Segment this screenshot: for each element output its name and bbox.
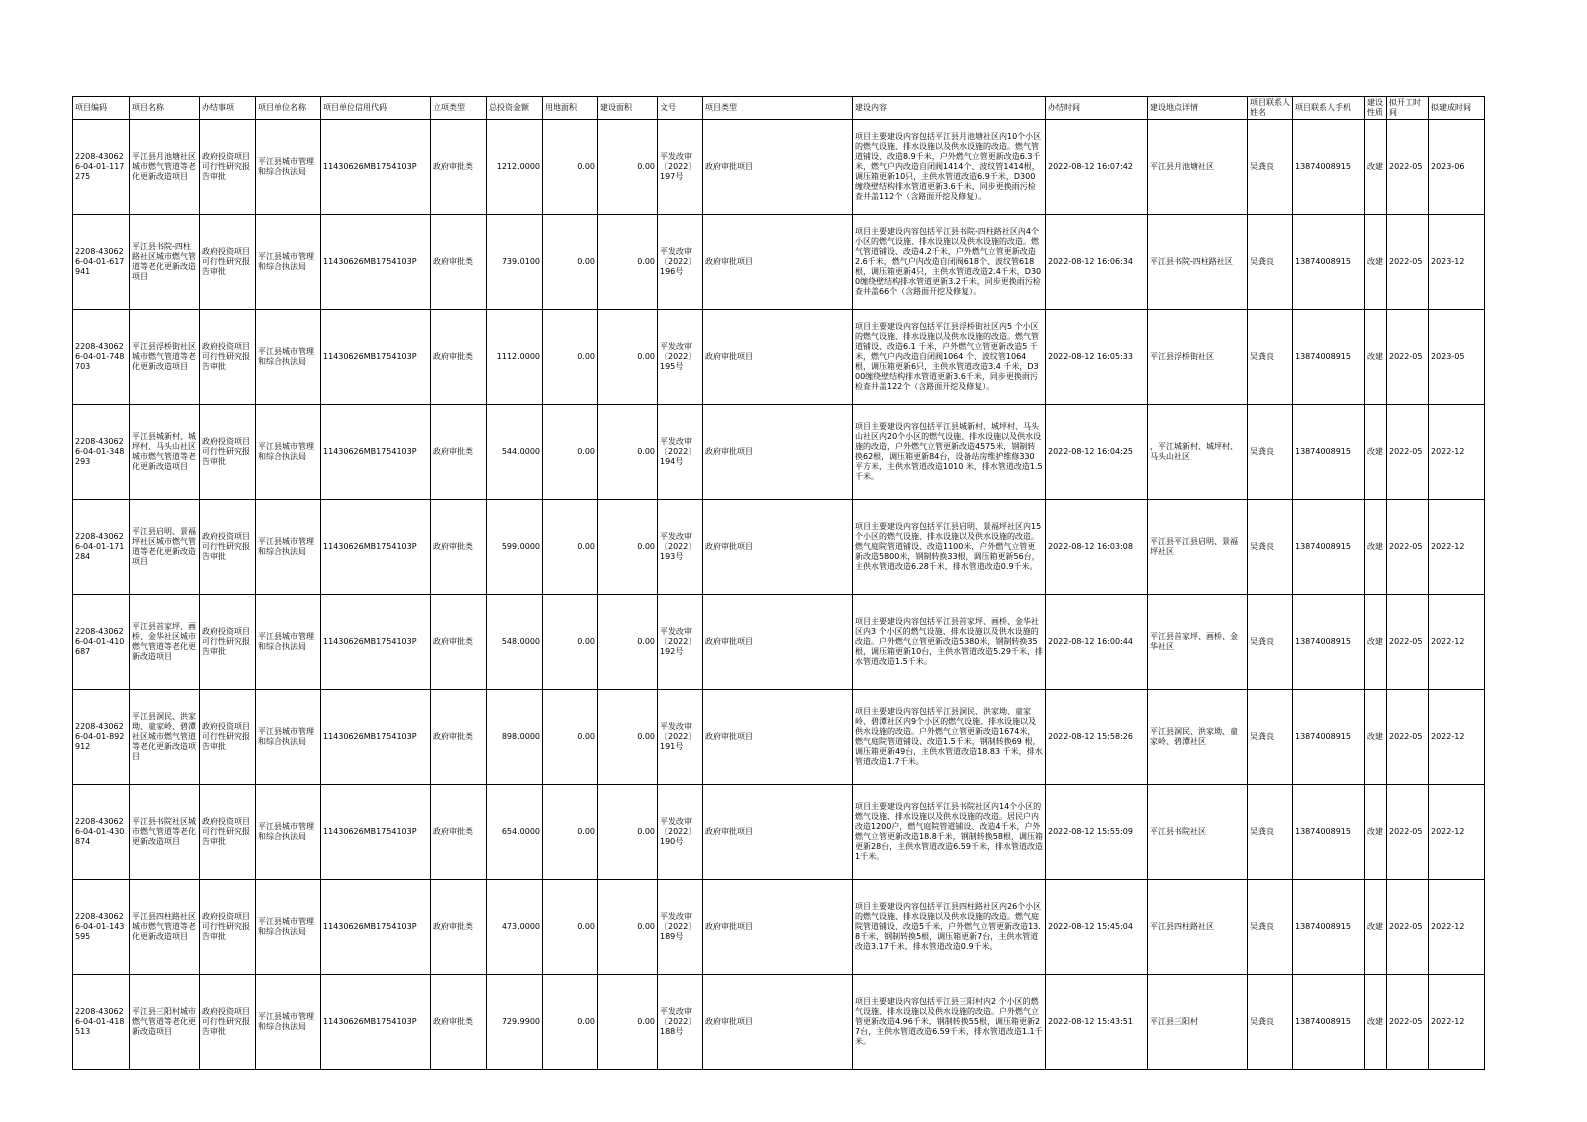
table-cell: 473.0000 <box>487 880 543 975</box>
table-cell: 平江县书院-四柱路社区 <box>1148 215 1248 310</box>
header-row <box>73 97 1485 120</box>
table-cell: 2208-430626-04-01-617941 <box>73 215 130 310</box>
table-cell: 平发改审〔2022〕191号 <box>658 690 703 785</box>
table-cell: 2022-12 <box>1429 785 1485 880</box>
table-cell: 平江县洞民、洪家坳、童家岭、碧潭社区 <box>1148 690 1248 785</box>
table-cell: 政府审批类 <box>431 595 487 690</box>
table-row <box>73 500 1485 595</box>
table-cell: 13874008915 <box>1293 975 1365 1070</box>
table-cell: 政府审批项目 <box>703 310 853 405</box>
table-cell: 吴龚良 <box>1248 120 1293 215</box>
table-cell: 吴龚良 <box>1248 975 1293 1070</box>
table-row <box>73 595 1485 690</box>
table-cell: 项目主要建设内容包括平江县城新村、城坪村、马头山社区内20个小区的燃气设施、排水设施以及供水设施的改造，户外燃气立管更新改造4575米，钢制转换62根，调压箱更新84台，设备站房维护维修330 平方米，主供水管道改造1010 米，排水管道改造1.5千米。 <box>853 405 1046 500</box>
table-cell: 平发改审〔2022〕194号 <box>658 405 703 500</box>
table-cell: 13874008915 <box>1293 405 1365 500</box>
table-cell: 2022-08-12 15:55:09 <box>1046 785 1148 880</box>
table-cell: 平发改审〔2022〕190号 <box>658 785 703 880</box>
table-cell: 平发改审〔2022〕188号 <box>658 975 703 1070</box>
table-cell: 11430626MB1754103P <box>321 880 431 975</box>
table-cell: 吴龚良 <box>1248 215 1293 310</box>
column-header: 文号 <box>658 97 703 120</box>
table-cell: 平发改审〔2022〕189号 <box>658 880 703 975</box>
table-cell: 2208-430626-04-01-348293 <box>73 405 130 500</box>
column-header: 建设内容 <box>853 97 1046 120</box>
table-cell: 平江县三阳村 <box>1148 975 1248 1070</box>
table-cell: 599.0000 <box>487 500 543 595</box>
table-cell: 项目主要建设内容包括平江县浮桥街社区内5 个小区的燃气设施、排水设施以及供水设施的改造。燃气管道铺设、改造6.1 千米，户外燃气立管更新改造5 千米，燃气户内改造自闭阀1064 个、波纹管1064 根，调压箱更新6只，主供水管道改造3.4 千米，D300缠绕壁结构排水管道更新3.6千米，同步更换雨污检查井盖122个（含路面开挖及修复）。 <box>853 310 1046 405</box>
table-cell: 1112.0000 <box>487 310 543 405</box>
table-cell: 2023-06 <box>1429 120 1485 215</box>
table-cell: 13874008915 <box>1293 215 1365 310</box>
table-cell: 平江县城市管理和综合执法局 <box>256 690 321 785</box>
column-header: 总投资金额 <box>487 97 543 120</box>
table-cell: 0.00 <box>598 310 658 405</box>
table-cell: 2208-430626-04-01-171284 <box>73 500 130 595</box>
table-cell: 13874008915 <box>1293 595 1365 690</box>
table-cell: 0.00 <box>543 595 598 690</box>
table-cell: 0.00 <box>598 690 658 785</box>
table-cell: 改建 <box>1365 785 1387 880</box>
table-cell: 平江县城新村、城坪村、马头山社区城市燃气管道等老化更新改造项目 <box>130 405 200 500</box>
table-cell: 0.00 <box>598 785 658 880</box>
table-cell: 政府审批项目 <box>703 405 853 500</box>
table-cell: 平江县首家坪、画桥、金华社区 <box>1148 595 1248 690</box>
table-cell: 2022-12 <box>1429 690 1485 785</box>
table-cell: 改建 <box>1365 405 1387 500</box>
table-cell: 项目主要建设内容包括平江县月池塘社区内10个小区的燃气设施、排水设施以及供水设施的改造。燃气管道铺设、改造8.9千米，户外燃气立管更新改造6.3千米，燃气户内改造自闭阀1414个、波纹管1414根，调压箱更新10只，主供水管道改造6.9千米，D300缠绕壁结构排水管道更新3.6千米，同步更换雨污检查井盖112个（含路面开挖及修复）。 <box>853 120 1046 215</box>
table-cell: 2023-05 <box>1429 310 1485 405</box>
table-cell: 2022-05 <box>1387 690 1429 785</box>
table-cell: 729.9900 <box>487 975 543 1070</box>
table-cell: 0.00 <box>543 690 598 785</box>
column-header: 办结时间 <box>1046 97 1148 120</box>
table-cell: 平江县四柱路社区 <box>1148 880 1248 975</box>
table-cell: 0.00 <box>543 405 598 500</box>
table-cell: 2022-08-12 16:05:33 <box>1046 310 1148 405</box>
table-row <box>73 975 1485 1070</box>
table-cell: 11430626MB1754103P <box>321 310 431 405</box>
table-cell: 平江县四柱路社区城市燃气管道等老化更新改造项目 <box>130 880 200 975</box>
table-cell: 2022-05 <box>1387 120 1429 215</box>
table-cell: 改建 <box>1365 595 1387 690</box>
table-cell: 2022-12 <box>1429 975 1485 1070</box>
table-cell: 0.00 <box>598 405 658 500</box>
column-header: 用地面积 <box>543 97 598 120</box>
table-cell: 政府审批项目 <box>703 500 853 595</box>
table-row <box>73 310 1485 405</box>
table-cell: 0.00 <box>598 215 658 310</box>
table-cell: 0.00 <box>543 880 598 975</box>
table-row <box>73 880 1485 975</box>
table-cell: 平发改审〔2022〕195号 <box>658 310 703 405</box>
project-table <box>72 96 1485 1070</box>
table-cell: 2208-430626-04-01-143595 <box>73 880 130 975</box>
table-cell: 2208-430626-04-01-892912 <box>73 690 130 785</box>
table-cell: 政府审批项目 <box>703 975 853 1070</box>
table-cell: 平江县城市管理和综合执法局 <box>256 310 321 405</box>
table-cell: 平江县浮桥街社区城市燃气管道等老化更新改造项目 <box>130 310 200 405</box>
table-cell: 政府审批项目 <box>703 785 853 880</box>
table-cell: 0.00 <box>543 500 598 595</box>
column-header: 项目单位信用代码 <box>321 97 431 120</box>
table-cell: 2022-08-12 16:00:44 <box>1046 595 1148 690</box>
table-cell: 吴龚良 <box>1248 785 1293 880</box>
table-cell: 项目主要建设内容包括平江县首家坪、画桥、金华社区内3 个小区的燃气设施、排水设施以及供水设施的改造。户外燃气立管更新改造5380米，钢制转换35根，调压箱更新10台，主供水管道改造5.29千米，排水管道改造1.5千米。 <box>853 595 1046 690</box>
table-cell: 政府投资项目可行性研究报告审批 <box>200 975 256 1070</box>
table-cell: 平江县书院社区 <box>1148 785 1248 880</box>
table-cell: 2023-12 <box>1429 215 1485 310</box>
table-cell: 739.0100 <box>487 215 543 310</box>
table-cell: 改建 <box>1365 120 1387 215</box>
table-cell: 吴龚良 <box>1248 405 1293 500</box>
table-cell: 平江县洞民、洪家坳、童家岭、碧潭社区城市燃气管道等老化更新改造项目 <box>130 690 200 785</box>
table-cell: 平江县月池塘社区城市燃气管道等老化更新改造项目 <box>130 120 200 215</box>
table-cell: 平江县浮桥街社区 <box>1148 310 1248 405</box>
table-cell: 平发改审〔2022〕192号 <box>658 595 703 690</box>
table-cell: 项目主要建设内容包括平江县洞民、洪家坳、童家岭、碧潭社区内9个小区的燃气设施、排水设施以及供水设施的改造。户外燃气立管更新改造1674米，燃气庭院管道铺设、改造1.5千米，钢制转换69 根，调压箱更新49台，主供水管道改造18.83 千米，排水管道改造1.7千米。 <box>853 690 1046 785</box>
table-cell: 政府审批类 <box>431 405 487 500</box>
table-cell: 2022-05 <box>1387 975 1429 1070</box>
table-cell: 平江县平江县启明、景福坪社区 <box>1148 500 1248 595</box>
table-cell: 项目主要建设内容包括平江县书院社区内14个小区的燃气设施、排水设施以及供水设施的改造。居民户内改造1200户，燃气庭院管道铺设、改造4千米，户外燃气立管更新改造18.8千米，钢制转换58根，调压箱更新28台，主供水管道改造6.59千米，排水管道改造1千米。 <box>853 785 1046 880</box>
table-cell: 548.0000 <box>487 595 543 690</box>
table-cell: 政府审批类 <box>431 215 487 310</box>
table-cell: 平江县城市管理和综合执法局 <box>256 500 321 595</box>
table-cell: 2022-12 <box>1429 500 1485 595</box>
table-cell: 0.00 <box>598 880 658 975</box>
column-header: 项目单位名称 <box>256 97 321 120</box>
table-cell: 政府投资项目可行性研究报告审批 <box>200 785 256 880</box>
column-header: 项目类型 <box>703 97 853 120</box>
table-cell: 政府审批项目 <box>703 880 853 975</box>
column-header: 拟建成时间 <box>1429 97 1485 120</box>
table-cell: 2022-05 <box>1387 500 1429 595</box>
table-row <box>73 405 1485 500</box>
table-cell: 2022-08-12 16:07:42 <box>1046 120 1148 215</box>
table-cell: 11430626MB1754103P <box>321 785 431 880</box>
table-cell: 平江县月池塘社区 <box>1148 120 1248 215</box>
table-cell: 2208-430626-04-01-117275 <box>73 120 130 215</box>
table-cell: 898.0000 <box>487 690 543 785</box>
table-cell: 2208-430626-04-01-418513 <box>73 975 130 1070</box>
table-cell: 11430626MB1754103P <box>321 215 431 310</box>
table-cell: 11430626MB1754103P <box>321 975 431 1070</box>
table-cell: 13874008915 <box>1293 310 1365 405</box>
table-cell: 项目主要建设内容包括平江县书院-四柱路社区内4个小区的燃气设施、排水设施以及供水设施的改造。燃气管道铺设、改造4.2千米，户外燃气立管更新改造2.6千米，燃气户内改造自闭阀618个、波纹管618根，调压箱更新4只，主供水管道改造2.4千米，D300缠绕壁结构排水管道更新3.2千米，同步更换雨污检查井盖66个（含路面开挖及修复）。 <box>853 215 1046 310</box>
table-row <box>73 120 1485 215</box>
table-cell: 政府审批项目 <box>703 690 853 785</box>
table-cell: 项目主要建设内容包括平江县启明、景福坪社区内15个小区的燃气设施、排水设施以及供水设施的改造。燃气庭院管道铺设、改造1100米，户外燃气立管更新改造5800米，钢制转换33根，调压箱更新56台，主供水管道改造6.28千米，排水管道改造0.9千米。 <box>853 500 1046 595</box>
table-row <box>73 690 1485 785</box>
table-cell: 吴龚良 <box>1248 690 1293 785</box>
table-cell: 2022-05 <box>1387 405 1429 500</box>
table-cell: 11430626MB1754103P <box>321 120 431 215</box>
table-cell: 改建 <box>1365 880 1387 975</box>
table-cell: 2022-12 <box>1429 880 1485 975</box>
table-cell: 改建 <box>1365 975 1387 1070</box>
table-cell: 改建 <box>1365 690 1387 785</box>
table-cell: 吴龚良 <box>1248 880 1293 975</box>
table-cell: 544.0000 <box>487 405 543 500</box>
table-cell: 政府投资项目可行性研究报告审批 <box>200 880 256 975</box>
table-cell: 平江县城市管理和综合执法局 <box>256 595 321 690</box>
table-row <box>73 785 1485 880</box>
table-cell: 2022-05 <box>1387 595 1429 690</box>
table-cell: 1212.0000 <box>487 120 543 215</box>
table-cell: 2208-430626-04-01-748703 <box>73 310 130 405</box>
table-cell: 政府审批类 <box>431 500 487 595</box>
table-cell: 13874008915 <box>1293 880 1365 975</box>
table-cell: 政府投资项目可行性研究报告审批 <box>200 405 256 500</box>
column-header: 办结事项 <box>200 97 256 120</box>
table-cell: 11430626MB1754103P <box>321 405 431 500</box>
table-cell: 政府审批类 <box>431 690 487 785</box>
table-cell: 平江县城市管理和综合执法局 <box>256 880 321 975</box>
column-header: 建设性质 <box>1365 97 1387 120</box>
table-cell: 2022-08-12 15:45:04 <box>1046 880 1148 975</box>
column-header: 拟开工时间 <box>1387 97 1429 120</box>
column-header: 项目联系人姓名 <box>1248 97 1293 120</box>
table-cell: 2022-08-12 16:03:08 <box>1046 500 1148 595</box>
table-cell: 0.00 <box>598 975 658 1070</box>
table-cell: 0.00 <box>598 500 658 595</box>
table-cell: 改建 <box>1365 500 1387 595</box>
table-cell: 政府审批项目 <box>703 595 853 690</box>
column-header: 立项类型 <box>431 97 487 120</box>
table-cell: 吴龚良 <box>1248 500 1293 595</box>
table-cell: 2022-05 <box>1387 880 1429 975</box>
table-cell: 0.00 <box>598 595 658 690</box>
table-cell: 13874008915 <box>1293 785 1365 880</box>
column-header: 建设地点详情 <box>1148 97 1248 120</box>
table-cell: 平江县城市管理和综合执法局 <box>256 405 321 500</box>
column-header: 项目联系人手机 <box>1293 97 1365 120</box>
table-cell: 平江县城市管理和综合执法局 <box>256 120 321 215</box>
table-cell: 平江县首家坪、画桥、金华社区城市燃气管道等老化更新改造项目 <box>130 595 200 690</box>
table-cell: 2022-05 <box>1387 310 1429 405</box>
table-cell: 11430626MB1754103P <box>321 500 431 595</box>
column-header: 项目编码 <box>73 97 130 120</box>
table-cell: 政府投资项目可行性研究报告审批 <box>200 500 256 595</box>
table-cell: 平发改审〔2022〕197号 <box>658 120 703 215</box>
table-cell: 吴龚良 <box>1248 310 1293 405</box>
table-cell: 项目主要建设内容包括平江县三阳村内2 个小区的燃气设施、排水设施以及供水设施的改造。户外燃气立管更新改造4.96千米，钢制转换55根，调压箱更新27台，主供水管道改造6.59千米，排水管道改造1.1千米。 <box>853 975 1046 1070</box>
table-cell: 政府投资项目可行性研究报告审批 <box>200 595 256 690</box>
table-body <box>73 120 1485 1070</box>
table-cell: 0.00 <box>598 120 658 215</box>
table-cell: 平江县城市管理和综合执法局 <box>256 215 321 310</box>
table-cell: 2022-08-12 15:43:51 <box>1046 975 1148 1070</box>
column-header: 建设面积 <box>598 97 658 120</box>
table-cell: 2022-05 <box>1387 215 1429 310</box>
column-header: 项目名称 <box>130 97 200 120</box>
table-cell: 改建 <box>1365 310 1387 405</box>
table-cell: 0.00 <box>543 310 598 405</box>
table-row <box>73 215 1485 310</box>
table-cell: 0.00 <box>543 785 598 880</box>
table-cell: 平发改审〔2022〕196号 <box>658 215 703 310</box>
table-cell: 0.00 <box>543 215 598 310</box>
table-cell: 政府审批类 <box>431 975 487 1070</box>
table-cell: 11430626MB1754103P <box>321 595 431 690</box>
table-cell: 平江县启明、景福坪社区城市燃气管道等老化更新改造项目 <box>130 500 200 595</box>
table-cell: 0.00 <box>543 975 598 1070</box>
table-cell: 政府审批类 <box>431 310 487 405</box>
table-cell: 改建 <box>1365 215 1387 310</box>
table-cell: 平江县城市管理和综合执法局 <box>256 975 321 1070</box>
table-cell: 2022-08-12 16:04:25 <box>1046 405 1148 500</box>
table-cell: 项目主要建设内容包括平江县四柱路社区内26个小区的燃气设施、排水设施以及供水设施的改造。燃气庭院管道铺设、改造5千米，户外燃气立管更新改造13.8千米，钢制转换5根，调压箱更新7台，主供水管道改造3.17千米，排水管道改造0.9千米。 <box>853 880 1046 975</box>
table-cell: 政府审批项目 <box>703 120 853 215</box>
table-cell: 2022-08-12 15:58:26 <box>1046 690 1148 785</box>
table-cell: 政府投资项目可行性研究报告审批 <box>200 310 256 405</box>
table-cell: 政府审批类 <box>431 785 487 880</box>
table-cell: 政府审批类 <box>431 880 487 975</box>
table-cell: 平发改审〔2022〕193号 <box>658 500 703 595</box>
table-cell: 2208-430626-04-01-430874 <box>73 785 130 880</box>
table-cell: 2022-12 <box>1429 595 1485 690</box>
table-cell: 13874008915 <box>1293 690 1365 785</box>
table-cell: 政府审批类 <box>431 120 487 215</box>
table-cell: ，平江城新村、城坪村、马头山社区 <box>1148 405 1248 500</box>
table-cell: 政府投资项目可行性研究报告审批 <box>200 690 256 785</box>
table-cell: 政府投资项目可行性研究报告审批 <box>200 215 256 310</box>
table-cell: 2022-12 <box>1429 405 1485 500</box>
table-cell: 政府投资项目可行性研究报告审批 <box>200 120 256 215</box>
table-cell: 吴龚良 <box>1248 595 1293 690</box>
table-cell: 平江县书院社区城市燃气管道等老化更新改造项目 <box>130 785 200 880</box>
table-cell: 13874008915 <box>1293 500 1365 595</box>
table-cell: 政府审批项目 <box>703 215 853 310</box>
table-cell: 2022-08-12 16:06:34 <box>1046 215 1148 310</box>
table-cell: 2208-430626-04-01-410687 <box>73 595 130 690</box>
table-cell: 2022-05 <box>1387 785 1429 880</box>
table-cell: 11430626MB1754103P <box>321 690 431 785</box>
table-cell: 平江县书院-四柱路社区城市燃气管道等老化更新改造项目 <box>130 215 200 310</box>
table-cell: 0.00 <box>543 120 598 215</box>
table-cell: 平江县三阳村城市燃气管道等老化更新改造项目 <box>130 975 200 1070</box>
table-cell: 平江县城市管理和综合执法局 <box>256 785 321 880</box>
table-cell: 13874008915 <box>1293 120 1365 215</box>
table-cell: 654.0000 <box>487 785 543 880</box>
